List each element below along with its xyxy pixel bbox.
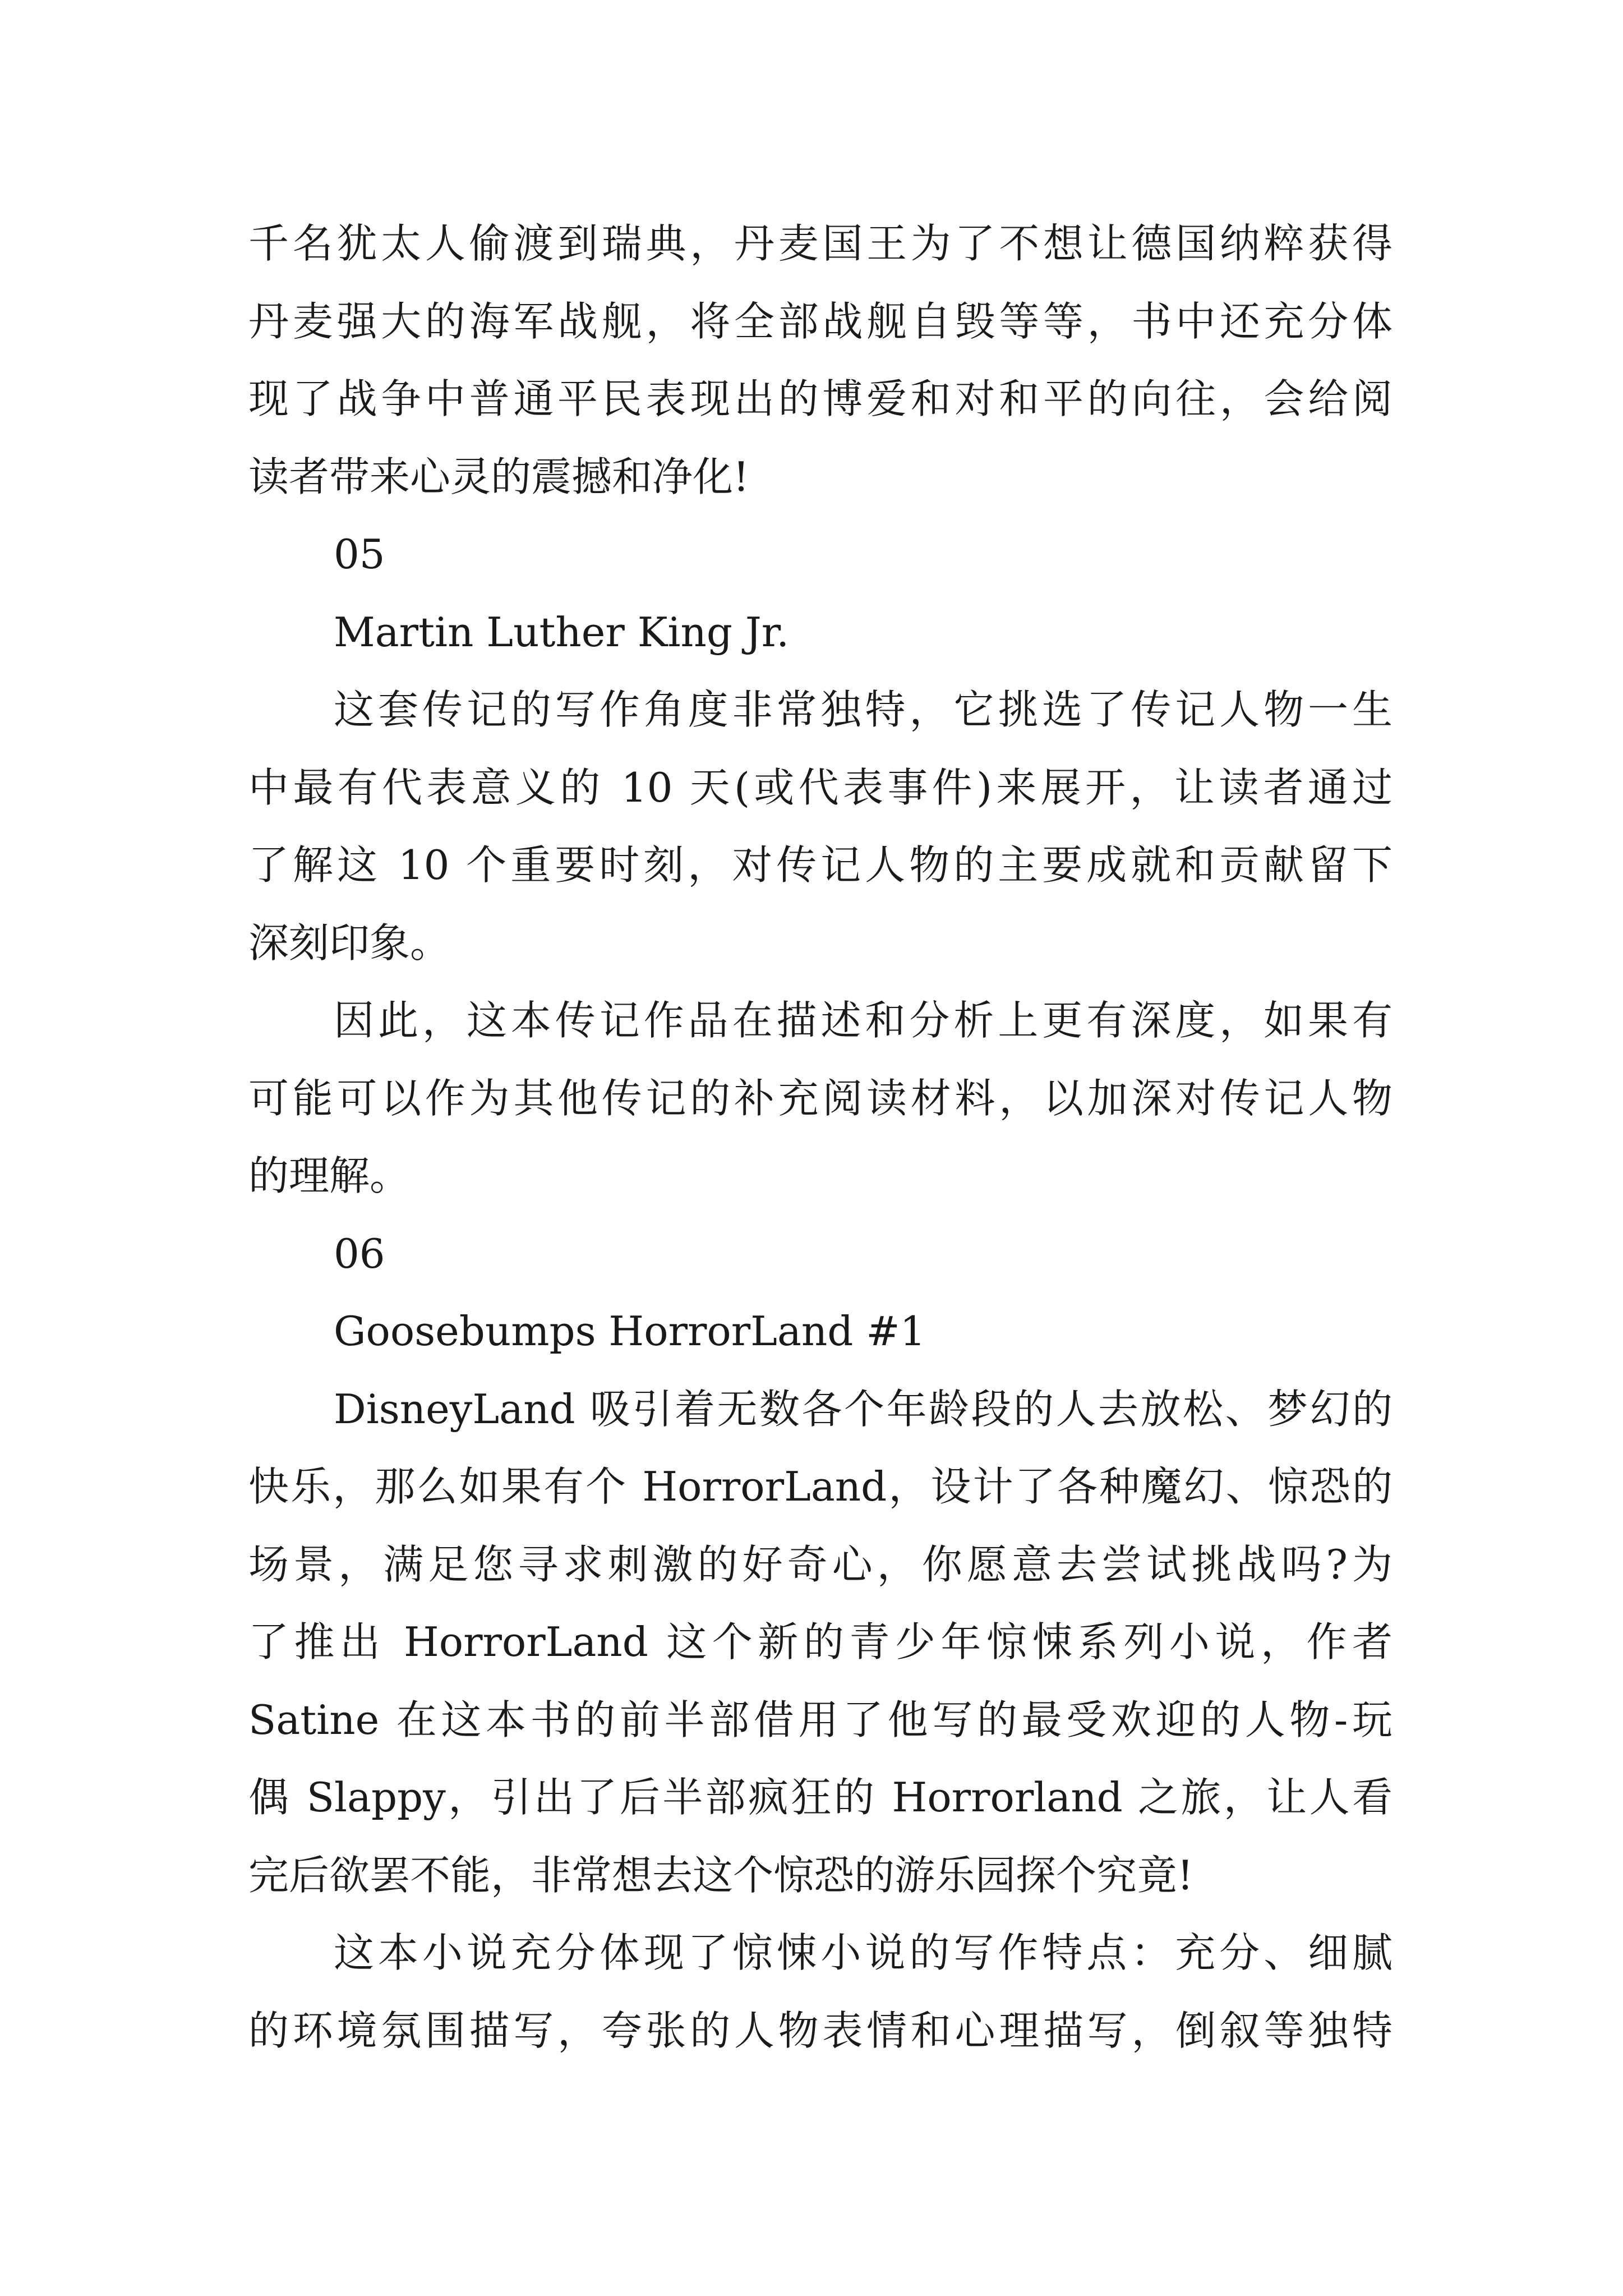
text-line: Satine 在这本书的前半部借用了他写的最受欢迎的人物-玩 — [248, 1696, 1393, 1743]
text-line: 读者带来心灵的震撼和净化! — [248, 453, 749, 500]
text-line: 丹麦强大的海军战舰，将全部战舰自毁等等，书中还充分体 — [248, 297, 1393, 345]
text-line: 了解这 10 个重要时刻，对传记人物的主要成就和贡献留下 — [248, 841, 1393, 889]
text-line: 的环境氛围描写，夸张的人物表情和心理描写，倒叙等独特 — [248, 2007, 1393, 2054]
text-line: 了推出 HorrorLand 这个新的青少年惊悚系列小说，作者 — [248, 1618, 1393, 1665]
text-line: 中最有代表意义的 10 天(或代表事件)来展开，让读者通过 — [248, 763, 1393, 811]
text-line: 05 — [334, 531, 385, 578]
text-line: 深刻印象。 — [248, 919, 451, 967]
text-line: 这本小说充分体现了惊悚小说的写作特点：充分、细腻 — [334, 1929, 1393, 1976]
text-line: 快乐，那么如果有个 HorrorLand，设计了各种魔幻、惊恐的 — [248, 1463, 1393, 1510]
text-line: DisneyLand 吸引着无数各个年龄段的人去放松、梦幻的 — [334, 1385, 1393, 1433]
text-line: 的理解。 — [248, 1152, 411, 1199]
text-line: 现了战争中普通平民表现出的博爱和对和平的向往，会给阅 — [248, 375, 1393, 422]
text-line: 06 — [334, 1230, 385, 1277]
text-line: 这套传记的写作角度非常独特，它挑选了传记人物一生 — [334, 686, 1393, 733]
text-line: 千名犹太人偷渡到瑞典，丹麦国王为了不想让德国纳粹获得 — [248, 220, 1393, 267]
body-text — [248, 205, 1393, 2069]
text-line: Martin Luther King Jr. — [334, 608, 790, 656]
text-line: 因此，这本传记作品在描述和分析上更有深度，如果有 — [334, 997, 1393, 1044]
text-line: 偶 Slappy，引出了后半部疯狂的 Horrorland 之旅，让人看 — [248, 1774, 1393, 1821]
text-line: 场景，满足您寻求刺激的好奇心，你愿意去尝试挑战吗?为 — [248, 1540, 1393, 1588]
text-line: 完后欲罢不能，非常想去这个惊恐的游乐园探个究竟! — [248, 1851, 1193, 1899]
text-line: Goosebumps HorrorLand #1 — [334, 1308, 926, 1355]
text-line: 可能可以作为其他传记的补充阅读材料，以加深对传记人物 — [248, 1074, 1393, 1122]
